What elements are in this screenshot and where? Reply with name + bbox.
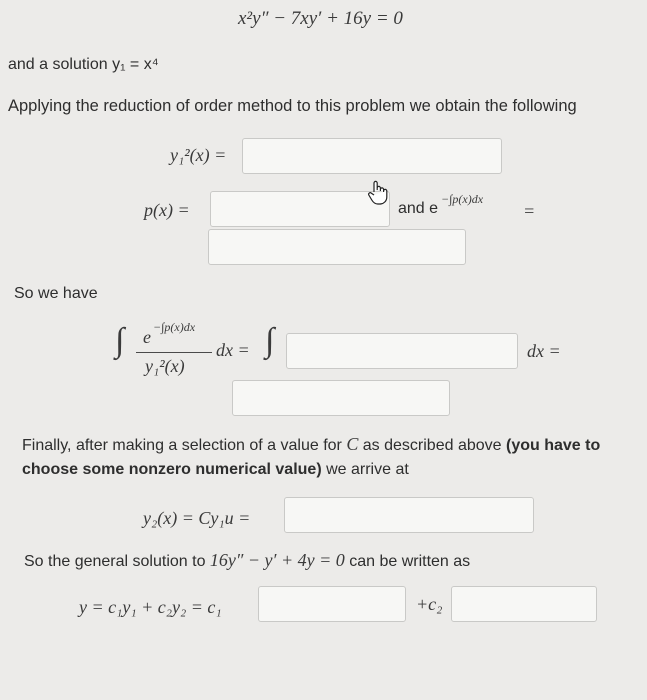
general-prefix: So the general solution to (24, 553, 206, 570)
p-of-x-label: p(x) = (144, 200, 190, 220)
finally-paragraph (22, 432, 632, 482)
general-ode: 16y″ − y′ + 4y = 0 (209, 550, 345, 570)
general-solution-line (24, 550, 470, 571)
dx-equals-label-2: dx = (527, 341, 561, 361)
integral-sign: ∫ (115, 322, 125, 359)
finally-c: C (346, 434, 359, 454)
fraction-bar (136, 352, 212, 353)
y1-squared-input[interactable] (242, 138, 502, 174)
y2-input[interactable] (284, 497, 534, 533)
fraction-denominator: y₁²(x) (145, 356, 185, 376)
finally-text-1: Finally, after making a selection of a value for (22, 437, 347, 454)
plus-c2-label: +c₂ (416, 594, 443, 614)
exp-integral-superscript: −∫p(x)dx (441, 192, 484, 206)
integral-result-input[interactable] (232, 380, 450, 416)
y2-label: y₂(x) = Cy₁u = (143, 508, 251, 528)
finally-bold-1: (you have to (505, 437, 601, 454)
c1-term-input[interactable] (258, 586, 406, 622)
dx-equals-label: dx = (216, 340, 250, 360)
exp-integral-input[interactable] (208, 229, 466, 265)
intro-text: Applying the reduction of order method to this problem we obtain the following (8, 97, 577, 115)
ode-equation: x²y″ − 7xy′ + 16y = 0 (238, 8, 403, 29)
p-of-x-input[interactable] (210, 191, 390, 227)
finally-bold-2: choose some nonzero numerical value) (22, 461, 322, 478)
fraction-numerator-e: e (143, 327, 151, 347)
general-suffix: can be written as (349, 553, 471, 570)
exp-equals: = (523, 201, 536, 221)
solution-line: and a solution y₁ = x⁴ (8, 56, 159, 73)
c2-term-input[interactable] (451, 586, 597, 622)
integral-sign-2: ∫ (265, 322, 275, 359)
general-solution-formula: y = c₁y₁ + c₂y₂ = c₁ (79, 597, 222, 617)
finally-text-3: we arrive at (321, 461, 409, 478)
y1-squared-label: y₁²(x) = (170, 145, 227, 165)
and-e-label: and e (398, 200, 439, 217)
finally-text-2: as described above (358, 437, 506, 454)
hand-cursor-icon (367, 180, 389, 206)
so-we-have-text: So we have (14, 285, 98, 302)
integrand-input[interactable] (286, 333, 518, 369)
fraction-numerator-exponent: −∫p(x)dx (153, 320, 196, 334)
